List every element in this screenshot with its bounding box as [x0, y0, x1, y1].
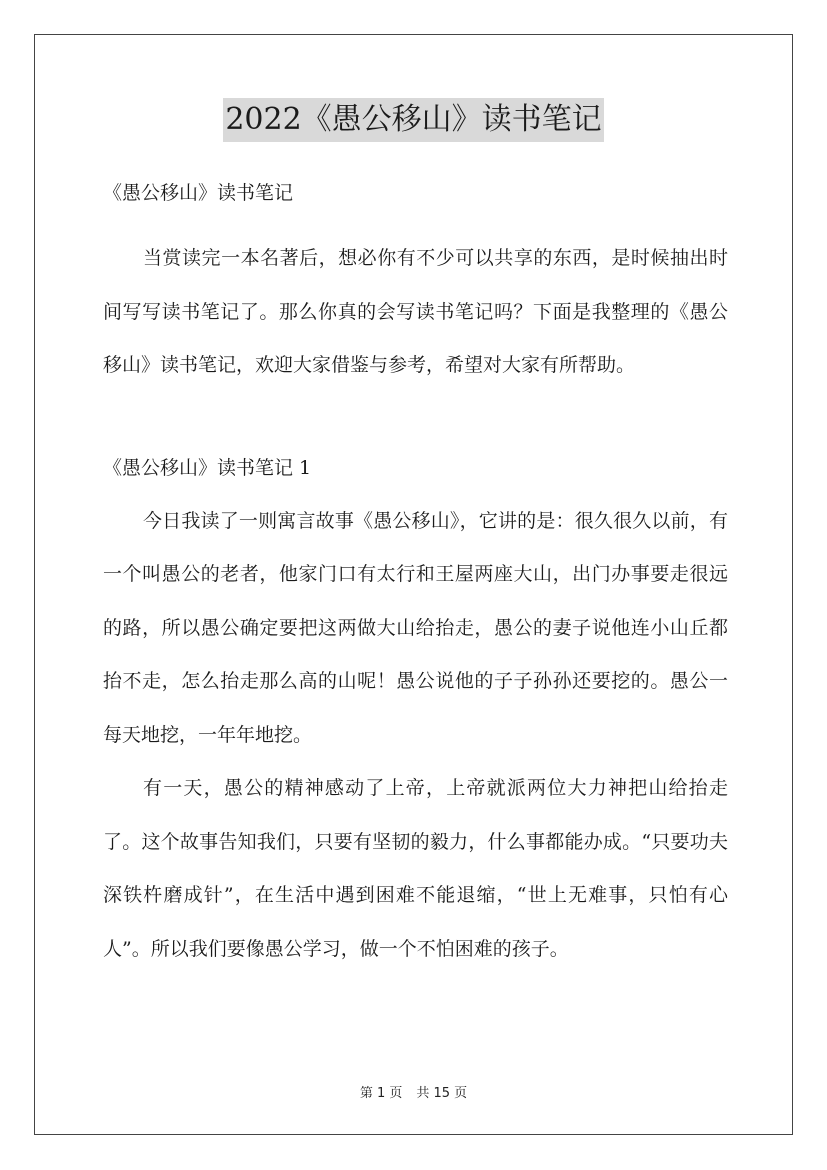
page-footer: [0, 1082, 827, 1101]
page-total: 共 15 页: [416, 1086, 468, 1101]
section1-paragraph-2: 有一天，愚公的精神感动了上帝，上帝就派两位大力神把山给抬走了。这个故事告知我们，只要有坚韧的毅力，什么事都能办成。“只要功夫深铁杵磨成针”，在生活中遇到困难不能退缩，“世上无难事，只怕有心人”。所以我们要像愚公学习，做一个不怕困难的孩子。: [103, 777, 728, 960]
intro-paragraph: 当赏读完一本名著后，想必你有不少可以共享的东西，是时候抽出时间写写读书笔记了。那么你真的会写读书笔记吗？下面是我整理的《愚公移山》读书笔记，欢迎大家借鉴与参考，希望对大家有所帮助。: [103, 247, 728, 376]
document-body: [103, 174, 728, 976]
section1-paragraph-1: 今日我读了一则寓言故事《愚公移山》，它讲的是：很久很久以前，有一个叫愚公的老者，他家门口有太行和王屋两座大山，出门办事要走很远的路，所以愚公确定要把这两做大山给抬走，愚公的妻子说他连小山丘都抬不走，怎么抬走那么高的山呢！愚公说他的子子孙孙还要挖的。愚公一每天地挖，一年年地挖。: [103, 509, 728, 746]
section1-heading: 《愚公移山》读书笔记 1: [103, 456, 312, 479]
title-container: [0, 98, 827, 142]
page-number: 第 1 页: [359, 1086, 403, 1101]
document-title: 2022《愚公移山》读书笔记: [223, 98, 603, 142]
intro-heading: 《愚公移山》读书笔记: [103, 182, 294, 204]
